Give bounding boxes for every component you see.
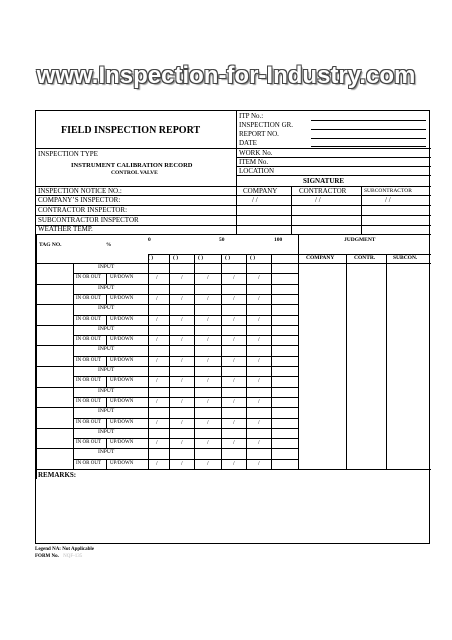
percent-header: % bbox=[106, 242, 112, 248]
up-down-label: UP/DOWN bbox=[110, 460, 134, 466]
reading-slash: / bbox=[207, 378, 209, 385]
reading-slash: / bbox=[258, 440, 260, 447]
paren-col-5: ( ) bbox=[250, 255, 256, 261]
reading-slash: / bbox=[233, 419, 235, 426]
divider bbox=[106, 397, 107, 407]
judgment-contr-col: CONTR. bbox=[354, 255, 376, 261]
in-or-out-label: IN OR OUT bbox=[76, 419, 101, 425]
reading-slash: / bbox=[181, 419, 183, 426]
form-code: NQF-135 bbox=[63, 554, 83, 559]
subcontractor-inspector-label: SUBCONTRACTOR INSPECTOR bbox=[38, 216, 139, 224]
input-label: INPUT bbox=[98, 346, 115, 353]
row-divider bbox=[36, 366, 298, 367]
reading-slash: / bbox=[233, 440, 235, 447]
reading-slash: / bbox=[233, 337, 235, 344]
judgment-subcon-col: SUBCON. bbox=[393, 255, 418, 261]
divider bbox=[148, 254, 431, 255]
report-no-label: REPORT NO. bbox=[239, 130, 279, 138]
reading-slash: / bbox=[233, 275, 235, 282]
divider bbox=[106, 273, 107, 283]
reading-slash: / bbox=[207, 419, 209, 426]
reading-slash: / bbox=[156, 337, 158, 344]
divider bbox=[194, 254, 195, 469]
reading-slash: / bbox=[233, 316, 235, 323]
divider bbox=[291, 186, 292, 234]
up-down-label: UP/DOWN bbox=[110, 419, 134, 425]
scale-0: 0 bbox=[148, 237, 151, 243]
divider bbox=[106, 294, 107, 304]
company-inspector-label: COMPANY’S INSPECTOR: bbox=[38, 196, 121, 204]
paren-col-1: ( ) bbox=[148, 255, 154, 261]
reading-slash: / bbox=[207, 460, 209, 467]
reading-slash: / bbox=[181, 337, 183, 344]
reading-slash: / bbox=[207, 440, 209, 447]
subcontractor-date-slashes: / / bbox=[385, 196, 391, 204]
up-down-label: UP/DOWN bbox=[110, 440, 134, 446]
input-label: INPUT bbox=[98, 264, 115, 270]
legend-text: Legend NA: Not Applicable bbox=[35, 547, 95, 552]
reading-slash: / bbox=[156, 460, 158, 467]
in-or-out-label: IN OR OUT bbox=[76, 398, 101, 404]
signature-company-col: COMPANY bbox=[243, 187, 278, 195]
reading-slash: / bbox=[181, 275, 183, 282]
reading-slash: / bbox=[258, 378, 260, 385]
divider bbox=[236, 186, 237, 234]
reading-slash: / bbox=[258, 419, 260, 426]
item-no-label: ITEM No. bbox=[239, 158, 269, 166]
reading-slash: / bbox=[207, 316, 209, 323]
reading-slash: / bbox=[233, 378, 235, 385]
up-down-label: UP/DOWN bbox=[110, 295, 134, 301]
reading-slash: / bbox=[258, 337, 260, 344]
in-or-out-label: IN OR OUT bbox=[76, 316, 101, 322]
divider bbox=[271, 254, 272, 469]
reading-slash: / bbox=[156, 419, 158, 426]
scale-50: 50 bbox=[219, 237, 225, 243]
signature-contractor-col: CONTRACTOR bbox=[299, 187, 347, 195]
inspection-notice-label: INSPECTION NOTICE NO.: bbox=[38, 187, 122, 195]
form-no-label-text: FORM No. bbox=[35, 554, 59, 559]
row-divider bbox=[36, 325, 298, 326]
reading-slash: / bbox=[258, 275, 260, 282]
reading-slash: / bbox=[156, 378, 158, 385]
reading-slash: / bbox=[207, 398, 209, 405]
contractor-inspector-label: CONTRACTOR INSPECTOR: bbox=[38, 206, 128, 214]
itp-no-label: ITP No.: bbox=[239, 112, 264, 120]
reading-slash: / bbox=[181, 295, 183, 302]
divider bbox=[106, 459, 107, 469]
reading-slash: / bbox=[156, 316, 158, 323]
reading-slash: / bbox=[207, 275, 209, 282]
divider bbox=[36, 234, 37, 479]
inspection-type-label: INSPECTION TYPE bbox=[38, 150, 98, 158]
inspection-gr-field[interactable] bbox=[311, 129, 426, 130]
paren-col-4: ( ) bbox=[225, 255, 231, 261]
reading-slash: / bbox=[156, 440, 158, 447]
divider bbox=[221, 254, 222, 469]
tag-no-header: TAG NO. bbox=[39, 242, 62, 248]
row-divider bbox=[36, 387, 298, 388]
reading-slash: / bbox=[258, 460, 260, 467]
row-divider bbox=[36, 448, 298, 449]
divider bbox=[106, 418, 107, 428]
reading-slash: / bbox=[207, 357, 209, 364]
divider bbox=[36, 234, 431, 235]
divider bbox=[148, 254, 149, 469]
reading-slash: / bbox=[233, 295, 235, 302]
record-title: INSTRUMENT CALIBRATION RECORD bbox=[71, 162, 193, 169]
record-subtitle: CONTROL VALVE bbox=[111, 170, 158, 176]
paren-col-2: ( ) bbox=[173, 255, 179, 261]
in-or-out-label: IN OR OUT bbox=[76, 275, 101, 281]
inspection-form bbox=[35, 110, 430, 544]
up-down-label: UP/DOWN bbox=[110, 378, 134, 384]
form-no-label bbox=[35, 554, 82, 559]
divider bbox=[106, 376, 107, 386]
signature-subcontractor-col: SUBCONTRACTOR bbox=[364, 188, 412, 194]
divider bbox=[346, 254, 347, 469]
reading-slash: / bbox=[156, 357, 158, 364]
divider bbox=[361, 186, 362, 234]
in-or-out-label: IN OR OUT bbox=[76, 337, 101, 343]
company-date-slashes: / / bbox=[252, 196, 258, 204]
input-label: INPUT bbox=[98, 449, 115, 456]
in-or-out-label: IN OR OUT bbox=[76, 295, 101, 301]
row-divider bbox=[36, 345, 298, 346]
date-field[interactable] bbox=[311, 146, 426, 147]
input-label: INPUT bbox=[98, 387, 115, 394]
report-no-field[interactable] bbox=[311, 138, 426, 139]
location-label: LOCATION bbox=[239, 167, 274, 175]
input-label: INPUT bbox=[98, 325, 115, 332]
row-divider bbox=[36, 407, 298, 408]
reading-slash: / bbox=[181, 440, 183, 447]
in-or-out-label: IN OR OUT bbox=[76, 440, 101, 446]
in-or-out-label: IN OR OUT bbox=[76, 357, 101, 363]
scale-100: 100 bbox=[274, 237, 283, 243]
reading-slash: / bbox=[156, 295, 158, 302]
row-divider bbox=[36, 284, 298, 285]
date-label: DATE bbox=[239, 139, 257, 147]
row-divider bbox=[36, 469, 298, 470]
divider bbox=[36, 225, 431, 226]
remarks-label: REMARKS: bbox=[38, 471, 77, 479]
reading-slash: / bbox=[233, 357, 235, 364]
input-label: INPUT bbox=[98, 428, 115, 435]
reading-slash: / bbox=[181, 357, 183, 364]
reading-slash: / bbox=[233, 460, 235, 467]
input-label: INPUT bbox=[98, 284, 115, 291]
reading-slash: / bbox=[258, 357, 260, 364]
divider bbox=[236, 175, 431, 176]
reading-slash: / bbox=[258, 316, 260, 323]
reading-slash: / bbox=[181, 398, 183, 405]
row-divider bbox=[36, 428, 298, 429]
divider bbox=[36, 263, 431, 264]
inspection-gr-label: INSPECTION GR. bbox=[239, 121, 294, 129]
divider bbox=[386, 254, 387, 469]
website-banner: www.Inspection-for-Industry.com bbox=[36, 62, 416, 89]
paren-col-3: ( ) bbox=[198, 255, 204, 261]
report-title: FIELD INSPECTION REPORT bbox=[61, 125, 201, 136]
up-down-label: UP/DOWN bbox=[110, 275, 134, 281]
itp-no-field[interactable] bbox=[311, 120, 426, 121]
up-down-label: UP/DOWN bbox=[110, 357, 134, 363]
reading-slash: / bbox=[258, 398, 260, 405]
row-divider bbox=[36, 304, 298, 305]
divider bbox=[106, 356, 107, 366]
reading-slash: / bbox=[207, 295, 209, 302]
reading-slash: / bbox=[156, 398, 158, 405]
divider bbox=[36, 148, 236, 149]
divider bbox=[106, 438, 107, 448]
reading-slash: / bbox=[181, 460, 183, 467]
reading-slash: / bbox=[156, 275, 158, 282]
in-or-out-label: IN OR OUT bbox=[76, 460, 101, 466]
up-down-label: UP/DOWN bbox=[110, 316, 134, 322]
reading-slash: / bbox=[181, 316, 183, 323]
divider bbox=[106, 315, 107, 325]
divider bbox=[169, 254, 170, 469]
weather-temp-label: WEATHER TEMP. bbox=[38, 225, 93, 233]
reading-slash: / bbox=[181, 378, 183, 385]
input-label: INPUT bbox=[98, 367, 115, 373]
up-down-label: UP/DOWN bbox=[110, 337, 134, 343]
divider bbox=[106, 335, 107, 345]
reading-slash: / bbox=[207, 337, 209, 344]
judgment-header: JUDGMENT bbox=[344, 237, 376, 243]
in-or-out-label: IN OR OUT bbox=[76, 378, 101, 384]
input-label: INPUT bbox=[98, 305, 115, 312]
contractor-date-slashes: / / bbox=[315, 196, 321, 204]
signature-title: SIGNATURE bbox=[303, 177, 345, 185]
divider bbox=[246, 254, 247, 469]
reading-slash: / bbox=[233, 398, 235, 405]
work-no-label: WORK No. bbox=[239, 149, 273, 157]
judgment-company-col: COMPANY bbox=[306, 255, 335, 261]
divider bbox=[298, 234, 299, 469]
reading-slash: / bbox=[258, 295, 260, 302]
up-down-label: UP/DOWN bbox=[110, 398, 134, 404]
input-label: INPUT bbox=[98, 408, 115, 415]
